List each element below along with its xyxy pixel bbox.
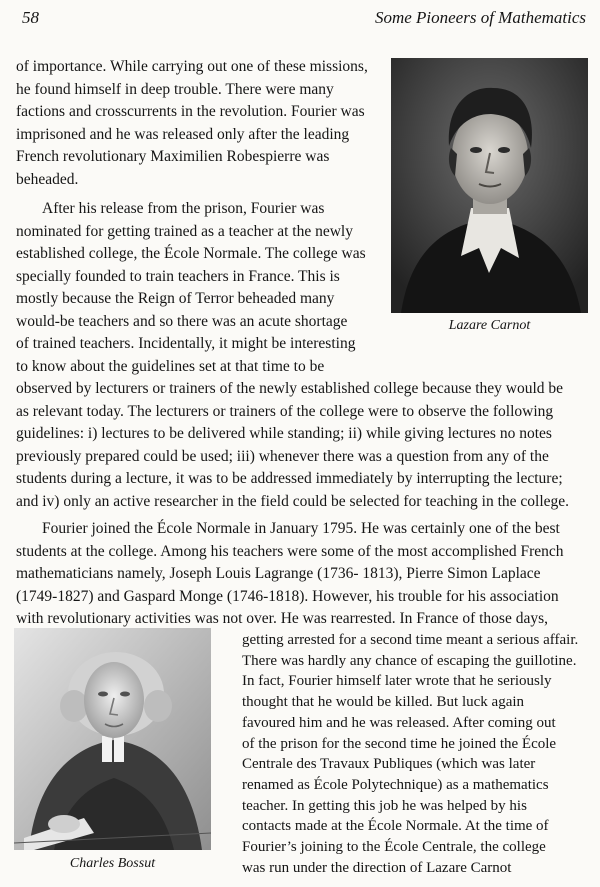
text-line: There was hardly any chance of escaping the guillotine. bbox=[242, 652, 577, 669]
text-line: specially founded to train teachers in France. This is bbox=[16, 267, 340, 285]
text-line: previously prepared could be used; iii) whenever there was a question from any of the bbox=[16, 447, 549, 465]
text-line: thought that he would be killed. But luck again bbox=[242, 694, 525, 711]
page-header bbox=[22, 8, 586, 32]
paragraph-3-narrow bbox=[242, 630, 587, 878]
text-line: After his release from the prison, Fourier was bbox=[42, 200, 325, 217]
text-line: with revolutionary activities was not over. He was rearrested. In France of those days, bbox=[16, 610, 549, 627]
paragraph-3-wide bbox=[16, 518, 587, 631]
text-line: mostly because the Reign of Terror beheaded many bbox=[16, 290, 335, 307]
page-number: 58 bbox=[22, 8, 39, 27]
text-line: as relevant today. The lecturers or trainers of the college were to observe the following bbox=[16, 402, 554, 420]
text-line: favoured him and he was released. After coming out bbox=[242, 714, 556, 731]
text-line: Fourier joined the École Normale in January 1795. He was certainly one of the best bbox=[42, 520, 560, 537]
text-line: he found himself in deep trouble. There were many bbox=[16, 80, 334, 98]
text-line: of importance. While carrying out one of these missions, bbox=[16, 58, 368, 75]
carnot-caption: Lazare Carnot bbox=[448, 318, 531, 333]
charles-bossut-portrait bbox=[14, 628, 211, 850]
paragraph-1 bbox=[16, 56, 369, 191]
text-line: nominated for getting trained as a teacher at the newly bbox=[16, 222, 353, 240]
text-line: mathematicians namely, Joseph Louis Lagrange (1736- 1813), Pierre Simon Laplace bbox=[16, 565, 541, 582]
text-line: In fact, Fourier himself later wrote that he seriously bbox=[242, 673, 552, 690]
paragraph-2-narrow bbox=[16, 198, 369, 378]
text-line: Fourier’s joining to the École Centrale, the college bbox=[242, 839, 546, 856]
portrait-illustration bbox=[391, 58, 588, 313]
running-title: Some Pioneers of Mathematics bbox=[374, 8, 586, 27]
text-line: guidelines: i) lectures to be delivered while standing; ii) while giving lectures no notes bbox=[16, 425, 552, 442]
text-line: of the prison for the second time he joined the École bbox=[242, 735, 557, 752]
text-line: getting arrested for a second time meant a serious affair. bbox=[242, 632, 579, 648]
text-line: observed by lecturers or trainers of the newly established college because they would be bbox=[16, 380, 564, 397]
text-line: students during a lecture, it was to be addressed immediately by interrupting the lecture; bbox=[16, 470, 563, 487]
text-line: imprisoned and he was released only after the leading bbox=[16, 125, 350, 143]
text-line: and iv) only an active researcher in the field could be selected for teaching in the college. bbox=[16, 492, 570, 510]
text-line: students at the college. Among his teachers were some of the most accomplished French bbox=[16, 542, 564, 560]
text-line: of trained teachers. Incidentally, it might be interesting bbox=[16, 335, 356, 352]
portrait-illustration bbox=[14, 628, 211, 850]
text-line: would-be teachers and so there was an acute shortage bbox=[16, 312, 348, 330]
text-line: teacher. In getting this job he was helped by his bbox=[242, 797, 527, 814]
text-line: French revolutionary Maximilien Robespierre was bbox=[16, 148, 330, 165]
text-line: established college, the École Normale. The college was bbox=[16, 245, 366, 262]
text-line: (1749-1827) and Gaspard Monge (1746-1818). However, his trouble for his association bbox=[16, 587, 559, 605]
text-line: Centrale des Travaux Publiques (which was later bbox=[242, 756, 536, 773]
bossut-caption: Charles Bossut bbox=[69, 856, 156, 871]
text-line: factions and crosscurrents in the revolution. Fourier was bbox=[16, 103, 365, 120]
text-line: to know about the guidelines set at that time to be bbox=[16, 357, 325, 375]
text-line: contacts made at the École Normale. At the time of bbox=[242, 818, 549, 835]
text-line: was run under the direction of Lazare Carnot bbox=[242, 859, 512, 876]
text-line: beheaded. bbox=[16, 170, 79, 188]
text-line: renamed as École Polytechnique) as a mathematics bbox=[242, 776, 549, 793]
paragraph-2-wide bbox=[16, 378, 587, 513]
lazare-carnot-portrait bbox=[391, 58, 588, 313]
